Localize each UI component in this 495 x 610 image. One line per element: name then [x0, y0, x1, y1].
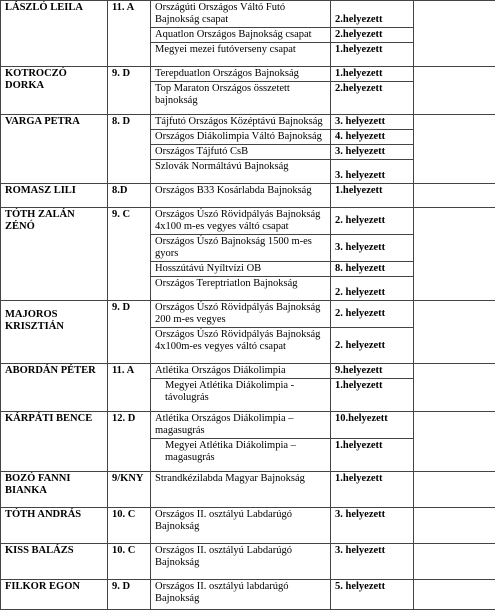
placement: 2. helyezett: [331, 208, 414, 235]
empty-cell: [414, 472, 495, 508]
event-name: Országos Úszó Bajnokság 1500 m-es gyors: [151, 235, 331, 262]
event-name: Országos Diákolimpia Váltó Bajnokság: [151, 130, 331, 145]
student-class: 8.D: [108, 184, 151, 208]
student-name: TÓTH ANDRÁS: [1, 508, 108, 544]
placement: 1.helyezett: [331, 43, 414, 67]
empty-cell: [414, 1, 495, 67]
event-name: Aquatlon Országos Bajnokság csapat: [151, 28, 331, 43]
placement: 2. helyezett: [331, 328, 414, 364]
student-class: 10. C: [108, 508, 151, 544]
empty-cell: [414, 412, 495, 472]
student-name: ROMASZ LILI: [1, 184, 108, 208]
event-name: Megyei Atlétika Diákolimpia - távolugrás: [151, 379, 331, 412]
placement: 2. helyezett: [331, 301, 414, 328]
event-name: Megyei Atlétika Diákolimpia – magasugrás: [151, 439, 331, 472]
placement: 4. helyezett: [331, 130, 414, 145]
placement: 3. helyezett: [331, 544, 414, 580]
student-name: KISS BALÁZS: [1, 544, 108, 580]
event-name: Top Maraton Országos összetett bajnokság: [151, 82, 331, 115]
student-class: 9. D: [108, 67, 151, 115]
empty-cell: [414, 364, 495, 412]
student-class: 9. D: [108, 580, 151, 610]
table-row: [1, 412, 495, 439]
student-name: BOZÓ FANNI BIANKA: [1, 472, 108, 508]
event-name: Terepduatlon Országos Bajnokság: [151, 67, 331, 82]
event-name: Országos II. osztályú labdarúgó Bajnokság: [151, 580, 331, 610]
table-row: [1, 1, 495, 28]
placement: 1.helyezett: [331, 67, 414, 82]
placement: 3. helyezett: [331, 508, 414, 544]
event-name: Országos II. osztályú Labdarúgó Bajnokság: [151, 544, 331, 580]
student-name: KOTROCZÓ DORKA: [1, 67, 108, 115]
student-name: MAJOROS KRISZTIÁN: [1, 301, 108, 364]
event-name: Országos II. osztályú Labdarúgó Bajnokság: [151, 508, 331, 544]
table-row: [1, 580, 495, 610]
table-row: [1, 184, 495, 208]
student-name: LÁSZLÓ LEILA: [1, 1, 108, 67]
table-row: [1, 208, 495, 235]
event-name: Hosszútávú Nyíltvízi OB: [151, 262, 331, 277]
table-row: [1, 67, 495, 82]
table-row: [1, 364, 495, 379]
event-name: Szlovák Normáltávú Bajnokság: [151, 160, 331, 184]
empty-cell: [414, 544, 495, 580]
student-name: VARGA PETRA: [1, 115, 108, 184]
student-class: 9/KNY: [108, 472, 151, 508]
student-class: 11. A: [108, 1, 151, 67]
student-class: 12. D: [108, 412, 151, 472]
placement: 1.helyezett: [331, 439, 414, 472]
table-row: [1, 544, 495, 580]
empty-cell: [414, 67, 495, 115]
empty-cell: [414, 301, 495, 364]
student-name: TÓTH ZALÁN ZÉNÓ: [1, 208, 108, 301]
placement: 5. helyezett: [331, 580, 414, 610]
student-class: 8. D: [108, 115, 151, 184]
placement: 1.helyezett: [331, 379, 414, 412]
student-class: 9. C: [108, 208, 151, 301]
empty-cell: [414, 580, 495, 610]
placement: 1.helyezett: [331, 472, 414, 508]
student-class: 11. A: [108, 364, 151, 412]
event-name: Tájfutó Országos Középtávú Bajnokság: [151, 115, 331, 130]
placement: 3. helyezett: [331, 145, 414, 160]
event-name: Országúti Országos Váltó Futó Bajnokság csapat: [151, 1, 331, 28]
event-name: Megyei mezei futóverseny csapat: [151, 43, 331, 67]
event-name: Országos Tájfutó CsB: [151, 145, 331, 160]
placement: 2.helyezett: [331, 1, 414, 28]
placement: 8. helyezett: [331, 262, 414, 277]
table-row: [1, 472, 495, 508]
empty-cell: [414, 508, 495, 544]
empty-cell: [414, 208, 495, 301]
placement: 2. helyezett: [331, 277, 414, 301]
placement: 9.helyezett: [331, 364, 414, 379]
event-name: Országos Úszó Rövidpályás Bajnokság 4x100m-es vegyes váltó csapat: [151, 328, 331, 364]
event-name: Országos Úszó Rövidpályás Bajnokság 4x100 m-es vegyes váltó csapat: [151, 208, 331, 235]
student-class: 10. C: [108, 544, 151, 580]
placement: 10.helyezett: [331, 412, 414, 439]
table-row: [1, 115, 495, 130]
table-row: [1, 301, 495, 328]
placement: 2.helyezett: [331, 28, 414, 43]
student-class: 9. D: [108, 301, 151, 364]
empty-cell: [414, 115, 495, 184]
empty-cell: [414, 184, 495, 208]
placement: 3. helyezett: [331, 115, 414, 130]
event-name: Országos Úszó Rövidpályás Bajnokság 200 m-es vegyes: [151, 301, 331, 328]
table-row: [1, 508, 495, 544]
event-name: Atlétika Országos Diákolimpia – magasugrás: [151, 412, 331, 439]
event-name: Országos Tereptriatlon Bajnokság: [151, 277, 331, 301]
student-name: FILKOR EGON: [1, 580, 108, 610]
results-table-body: [1, 1, 495, 610]
placement: 1.helyezett: [331, 184, 414, 208]
event-name: Atlétika Országos Diákolimpia: [151, 364, 331, 379]
placement: 3. helyezett: [331, 235, 414, 262]
placement: 3. helyezett: [331, 160, 414, 184]
student-name: ABORDÁN PÉTER: [1, 364, 108, 412]
student-name: KÁRPÁTI BENCE: [1, 412, 108, 472]
event-name: Strandkézilabda Magyar Bajnokság: [151, 472, 331, 508]
placement: 2.helyezett: [331, 82, 414, 115]
event-name: Országos B33 Kosárlabda Bajnokság: [151, 184, 331, 208]
